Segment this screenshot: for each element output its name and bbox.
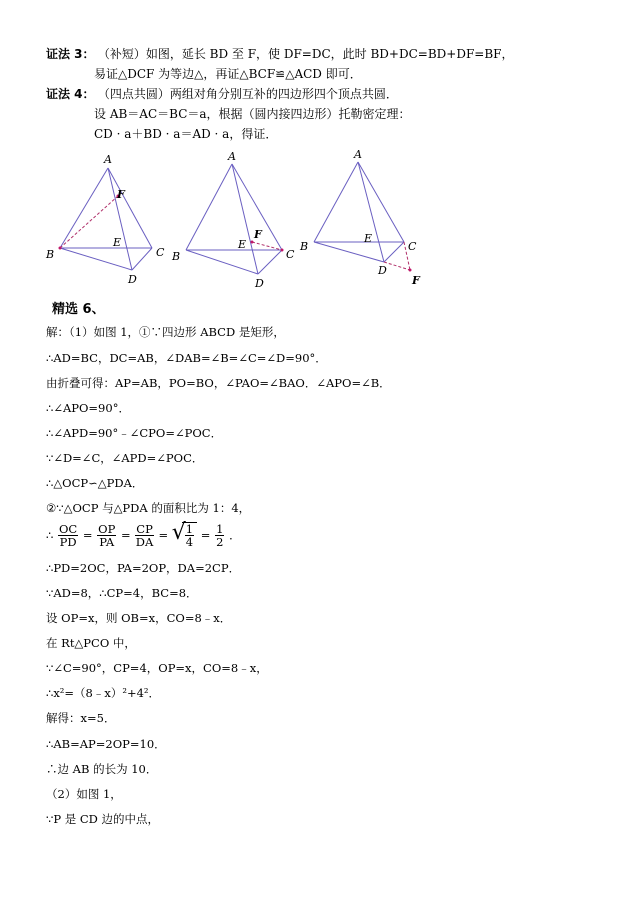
fig3-label-a: A (354, 148, 362, 161)
solution-line-14: ∴x²=（8﹣x）²+4²． (46, 686, 161, 700)
solution-line-2: ∴AD=BC，DC=AB，∠DAB=∠B=∠C=∠D=90°． (46, 351, 327, 365)
solution-line-19: ∵P 是 CD 边的中点， (46, 812, 160, 826)
figure-2 (170, 150, 320, 290)
solution-line-17: ∴边 AB 的长为 10． (46, 762, 158, 776)
solution-line-3: 由折叠可得：AP=AB，PO=BO，∠PAO=∠BAO．∠APO=∠B． (46, 376, 391, 390)
fig3-label-f: F (412, 274, 420, 287)
fraction-numerator: 1 (185, 522, 194, 536)
fig1-label-a: A (104, 153, 112, 166)
solution-line-18: （2）如图 1， (46, 787, 122, 801)
fig2-label-e: E (238, 238, 247, 251)
figure-1-diagram (40, 150, 180, 290)
solution-line-15: 解得：x=5． (46, 711, 116, 725)
proof-4-label: 证法 4： (46, 87, 95, 101)
proof-4-line-2: 设 AB＝AC＝BC＝a，根据（圆内接四边形）托勒密定理： (94, 107, 411, 121)
proof-3-line-1: （补短）如图，延长 BD 至 F，使 DF=DC，此时 BD+DC=BD+DF=BF， (97, 47, 514, 61)
solution-line-6: ∵∠D=∠C，∠APD=∠POC． (46, 451, 204, 465)
fraction-numerator: OC (58, 521, 78, 536)
section-title: 精选 6、 (52, 302, 105, 317)
fig1-label-c: C (156, 246, 165, 259)
proof-3-label: 证法 3： (46, 47, 95, 61)
fig3-label-c: C (408, 240, 417, 253)
fig1-label-b: B (46, 248, 55, 261)
solution-line-8: ②∵△OCP 与△PDA 的面积比为 1：4， (46, 501, 251, 515)
fig2-label-f: F (254, 228, 262, 241)
fraction-one-quarter (185, 523, 194, 548)
solution-line-1: 解：（1）如图 1，①∵四边形 ABCD 是矩形， (46, 325, 285, 339)
fraction-cp-da (135, 523, 154, 548)
fraction-op-pa (97, 523, 116, 548)
fig1-label-e: E (113, 236, 122, 249)
fraction-numerator: CP (136, 521, 153, 536)
therefore-symbol: ∴ (46, 528, 54, 542)
proof-4-line-3: CD · a＋BD · a＝AD · a，得证． (94, 127, 278, 141)
solution-line-7: ∴△OCP∽△PDA． (46, 476, 144, 490)
fig1-label-d: D (128, 273, 137, 286)
solution-line-13: ∵∠C=90°，CP=4，OP=x，CO=8﹣x， (46, 661, 268, 675)
fraction-denominator: 2 (216, 534, 224, 549)
fig2-label-a: A (228, 150, 236, 163)
fig2-label-d: D (255, 277, 264, 290)
fig3-label-e: E (364, 232, 373, 245)
fig3-label-d: D (378, 264, 387, 277)
fig2-label-c: C (286, 248, 295, 261)
proof-3-row (46, 46, 513, 62)
fraction-numerator: 1 (216, 521, 224, 536)
fraction-denominator: 4 (185, 535, 194, 549)
proof-3-line-2: 易证△DCF 为等边△，再证△BCF≌△ACD 即可． (94, 67, 362, 81)
figure-2-diagram (170, 150, 320, 290)
fraction-one-half (215, 523, 224, 548)
fraction-denominator: PA (99, 534, 115, 549)
equals-sign: = (121, 528, 131, 542)
equals-sign: = (200, 528, 211, 542)
proof-4-row (46, 86, 398, 102)
proof-4-line-1: （四点共圆）两组对角分别互补的四边形四个顶点共圆． (97, 87, 398, 101)
figure-3 (300, 148, 436, 290)
square-root (172, 522, 197, 548)
fraction-numerator: OP (98, 521, 116, 536)
fraction-oc-pd (58, 523, 78, 548)
fraction-denominator: DA (135, 534, 154, 549)
figure-1 (40, 150, 180, 290)
solution-line-10: ∵AD=8，∴CP=4，BC=8． (46, 586, 198, 600)
figure-3-diagram (300, 148, 436, 290)
equals-sign: = (158, 528, 169, 542)
ratio-equation (46, 522, 241, 552)
equals-sign: = (82, 528, 93, 542)
solution-line-16: ∴AB=AP=2OP=10． (46, 737, 166, 751)
solution-line-5: ∴∠APD=90°﹣∠CPO=∠POC． (46, 426, 223, 440)
solution-line-4: ∴∠APO=90°． (46, 401, 130, 415)
fig1-label-f: F (117, 188, 125, 201)
fraction-denominator: PD (59, 534, 77, 549)
fig3-label-b: B (300, 240, 309, 253)
solution-line-12: 在 Rt△PCO 中， (46, 636, 136, 650)
solution-line-11: 设 OP=x，则 OB=x，CO=8﹣x． (46, 611, 232, 625)
solution-line-9: ∴PD=2OC，PA=2OP，DA=2CP． (46, 561, 241, 575)
radical-icon: √ (171, 520, 186, 545)
fig2-label-b: B (172, 250, 181, 263)
period: ． (229, 528, 241, 542)
